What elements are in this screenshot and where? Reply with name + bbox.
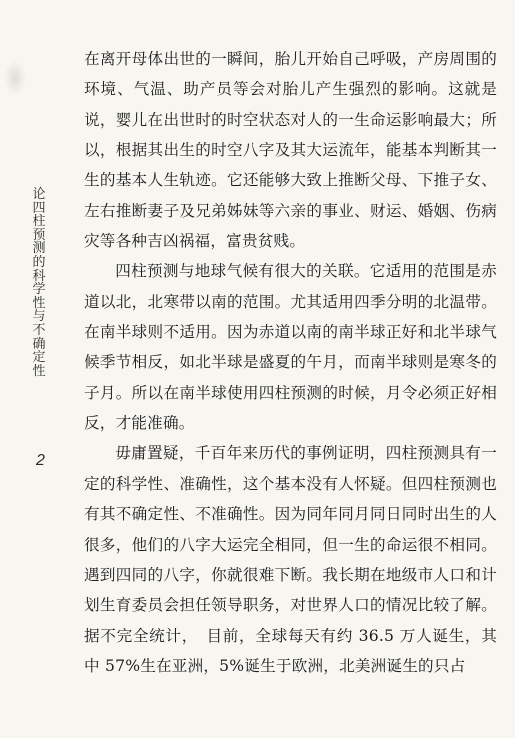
running-header-vertical: 论四柱预测的科学性与不确定性	[32, 187, 46, 379]
paragraph: 毋庸置疑，千百年来历代的事例证明，四柱预测具有一定的科学性、准确性，这个基本没有人怀疑。但四柱预测也有其不确定性、不准确性。因为同年同月同日同时出生的人很多，他们的八字大运完全相同，但一生的命运很不相同。遇到四同的八字，你就很难下断。我长期在地级市人口和计划生育委员会担任领导职务，对世界人口的情况比较了解。据不完全统计， 目前，全球每天有约 36.5 万人诞生，其中 57%生在亚洲，5%诞生于欧洲，北美洲诞生的只占	[84, 444, 497, 675]
corner-smudge	[4, 60, 26, 96]
body-text	[84, 44, 497, 681]
paragraph-continued: 在离开母体出世的一瞬间，胎儿开始自己呼吸，产房周围的环境、气温、助产员等会对胎儿产生强烈的影响。这就是说，婴儿在出世时的时空状态对人的一生命运影响最大；所以，根据其出生的时空八字及其大运流年，能基本判断其一生的基本人生轨迹。它还能够大致上推断父母、下推子女、左右推断妻子及兄弟姊妹等六亲的事业、财运、婚姻、伤病灾等各种吉凶祸福，富贵贫贱。	[84, 50, 497, 251]
page-number: 2	[36, 452, 45, 469]
paragraph: 四柱预测与地球气候有很大的关联。它适用的范围是赤道以北，北寒带以南的范围。尤其适用四季分明的北温带。在南半球则不适用。因为赤道以南的南半球正好和北半球气候季节相反，如北半球是盛夏的午月，而南半球则是寒冬的子月。所以在南半球使用四柱预测的时候，月令必须正好相反，才能准确。	[84, 262, 497, 433]
